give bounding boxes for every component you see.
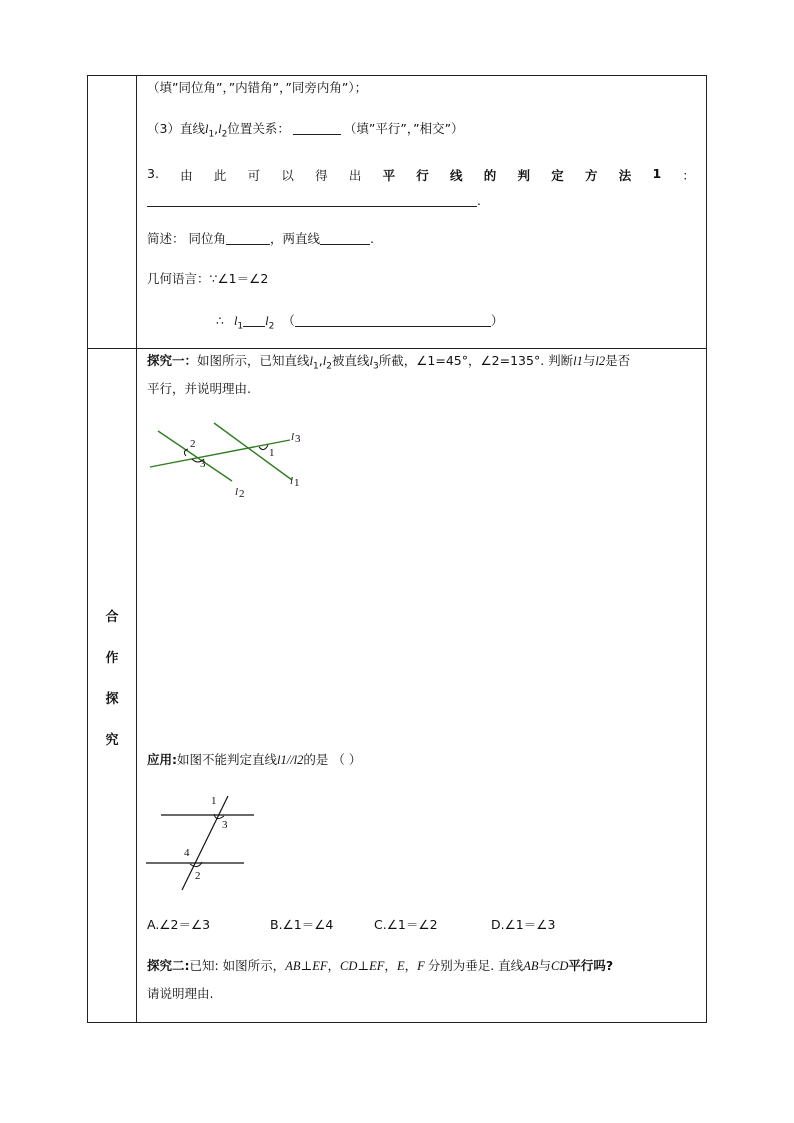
therefore-line xyxy=(216,313,503,335)
q3-char: 此 xyxy=(213,168,227,183)
brief-prefix: 简述： 同位角 xyxy=(147,231,226,246)
apply-line xyxy=(147,752,361,768)
explore2-title: 探究二: xyxy=(147,958,190,973)
position-prefix: （3）直线 xyxy=(147,121,205,136)
position-relation-line xyxy=(147,121,464,143)
explore1-text-d: 是否 xyxy=(605,353,631,368)
therefore-l2: l xyxy=(265,314,269,328)
explore1-l3-sub: 3 xyxy=(372,361,379,372)
brief-mid: ，两直线 xyxy=(269,231,320,246)
apply-text-a: 如图不能判定直线 xyxy=(177,752,278,767)
q3-char: 方 xyxy=(584,168,598,183)
explore1-line2 xyxy=(147,381,251,397)
fig1-angle-arc-2 xyxy=(184,449,188,456)
q3-char: 由 xyxy=(180,168,193,183)
row-divider xyxy=(88,348,706,349)
explore1-text-c: 所截，∠1=45°，∠2=135°. 判断 xyxy=(378,353,574,368)
comma: , xyxy=(214,121,219,136)
fig1-label-l1-sub: 1 xyxy=(294,477,300,489)
position-blank[interactable] xyxy=(293,122,341,135)
therefore-symbol: ∴ xyxy=(216,313,224,328)
side-char-1: 合 xyxy=(105,610,119,625)
fig2-label-3: 3 xyxy=(222,819,228,831)
column-divider xyxy=(136,76,137,1022)
brief-line xyxy=(147,231,374,247)
q3-char: 行 xyxy=(416,168,429,183)
fig1-label-l2: l xyxy=(235,486,239,498)
worksheet-table xyxy=(87,75,707,1023)
fig1-label-2: 2 xyxy=(190,438,196,450)
apply-title: 应用: xyxy=(147,752,177,767)
explore2-cd-ef: CD⊥EF xyxy=(340,959,385,973)
explore1-l1: l xyxy=(309,354,314,368)
judgement-blank[interactable] xyxy=(147,194,477,207)
paren-close: ） xyxy=(490,313,504,328)
explore2-sep: ， xyxy=(404,958,418,973)
therefore-l2-sub: 2 xyxy=(268,321,275,332)
explore1-comma: , xyxy=(318,353,323,368)
fig1-label-l2-sub: 2 xyxy=(239,488,245,500)
paren-open: （ xyxy=(282,313,295,328)
fig2-label-4: 4 xyxy=(184,847,190,859)
figure-2-diagram xyxy=(146,792,276,892)
relation-blank[interactable] xyxy=(243,314,265,327)
q3-char: 得 xyxy=(315,168,328,183)
option-d[interactable]: D.∠1＝∠3 xyxy=(491,917,556,932)
brief-blank-1[interactable] xyxy=(226,232,270,245)
figure-1-diagram xyxy=(146,419,316,499)
fig1-label-l1: l xyxy=(290,475,294,487)
option-b[interactable]: B.∠1＝∠4 xyxy=(270,917,334,932)
q3-char: 法 xyxy=(618,168,632,183)
l1-letter: l xyxy=(204,122,209,136)
q3-char: 线 xyxy=(450,168,463,183)
position-mid: 位置关系： xyxy=(227,121,290,136)
q3-char: ： xyxy=(682,168,695,183)
position-suffix: （填”平行”，”相交”） xyxy=(343,121,464,136)
q3-char: 的 xyxy=(483,168,497,183)
explore2-line1 xyxy=(147,958,613,974)
apply-l1l2: l1//l2 xyxy=(277,753,304,767)
q3-char: 判 xyxy=(517,168,531,183)
fill-type-text: （填”同位角”，”内错角”，”同旁内角”）； xyxy=(147,80,368,95)
explore2-sep: ， xyxy=(384,958,397,973)
explore2-with: 与 xyxy=(538,958,551,973)
fig2-label-1: 1 xyxy=(211,795,217,807)
geometry-language-line xyxy=(147,271,268,287)
explore1-l1-inline: l1 xyxy=(573,354,583,368)
l1-sub: 1 xyxy=(208,129,215,140)
side-char-3: 探 xyxy=(105,692,119,707)
q3-char: 3. xyxy=(147,166,159,181)
fig2-transversal xyxy=(182,796,228,890)
explore2-f: F xyxy=(417,959,425,973)
explore1-l2-inline: l2 xyxy=(595,354,606,368)
explore2-ab: AB xyxy=(523,959,539,973)
fig1-label-l3: l xyxy=(291,431,295,443)
q3-end: . xyxy=(477,193,481,208)
explore2-line2 xyxy=(147,986,213,1002)
fig1-label-1: 1 xyxy=(269,447,275,459)
explore2-sep: ， xyxy=(327,958,341,973)
explore2-text-b: 分别为垂足. 直线 xyxy=(427,958,524,973)
question3-line xyxy=(147,166,695,184)
explore2-e: E xyxy=(396,959,405,973)
explore2-cd: CD xyxy=(550,959,569,973)
explore1-l2-sub: 2 xyxy=(326,361,332,372)
explore1-and: 与 xyxy=(582,353,596,368)
l2-sub: 2 xyxy=(221,129,228,140)
brief-blank-2[interactable] xyxy=(320,232,370,245)
explore1-l1-sub: 1 xyxy=(313,361,319,372)
explore2-line2-text: 请说明理由. xyxy=(147,986,214,1001)
explore2-text-a: 已知: 如图所示， xyxy=(189,958,286,973)
reason-blank[interactable] xyxy=(295,314,491,327)
l2-letter: l xyxy=(218,122,222,136)
side-char-2: 作 xyxy=(105,651,119,666)
question3-answer-line xyxy=(147,193,481,209)
explore1-l2: l xyxy=(322,354,327,368)
fig1-label-l3-sub: 3 xyxy=(295,433,301,445)
fig1-line-l1 xyxy=(214,423,295,480)
option-a[interactable]: A.∠2＝∠3 xyxy=(147,917,211,932)
brief-end: . xyxy=(370,231,374,246)
explore1-text-a: 如图所示，已知直线 xyxy=(197,353,310,368)
apply-text-b: 的是 （ ） xyxy=(303,752,362,767)
therefore-l1: l xyxy=(233,314,238,328)
q3-char: 平 xyxy=(382,168,396,183)
option-c[interactable]: C.∠1＝∠2 xyxy=(374,917,438,932)
explore1-line2-text: 平行，并说明理由. xyxy=(147,381,251,396)
fig1-label-3: 3 xyxy=(200,458,206,470)
q3-char: 以 xyxy=(281,168,294,183)
q3-char: 出 xyxy=(348,168,362,183)
therefore-l1-sub: 1 xyxy=(237,321,244,332)
fill-type-line xyxy=(147,80,367,96)
explore1-line1 xyxy=(147,353,630,375)
fig2-label-2: 2 xyxy=(195,870,201,882)
explore1-title: 探究一： xyxy=(147,353,198,368)
geometry-language: 几何语言：∵∠1＝∠2 xyxy=(147,271,269,286)
explore1-l3: l xyxy=(369,354,373,368)
explore2-ab-ef: AB⊥EF xyxy=(285,959,328,973)
explore1-text-b: 被直线 xyxy=(331,353,370,368)
explore2-text-c: 平行吗? xyxy=(568,958,614,973)
q3-char: 1 xyxy=(652,166,662,181)
side-char-4: 究 xyxy=(105,733,119,748)
q3-char: 可 xyxy=(247,168,261,183)
q3-char: 定 xyxy=(551,168,564,183)
